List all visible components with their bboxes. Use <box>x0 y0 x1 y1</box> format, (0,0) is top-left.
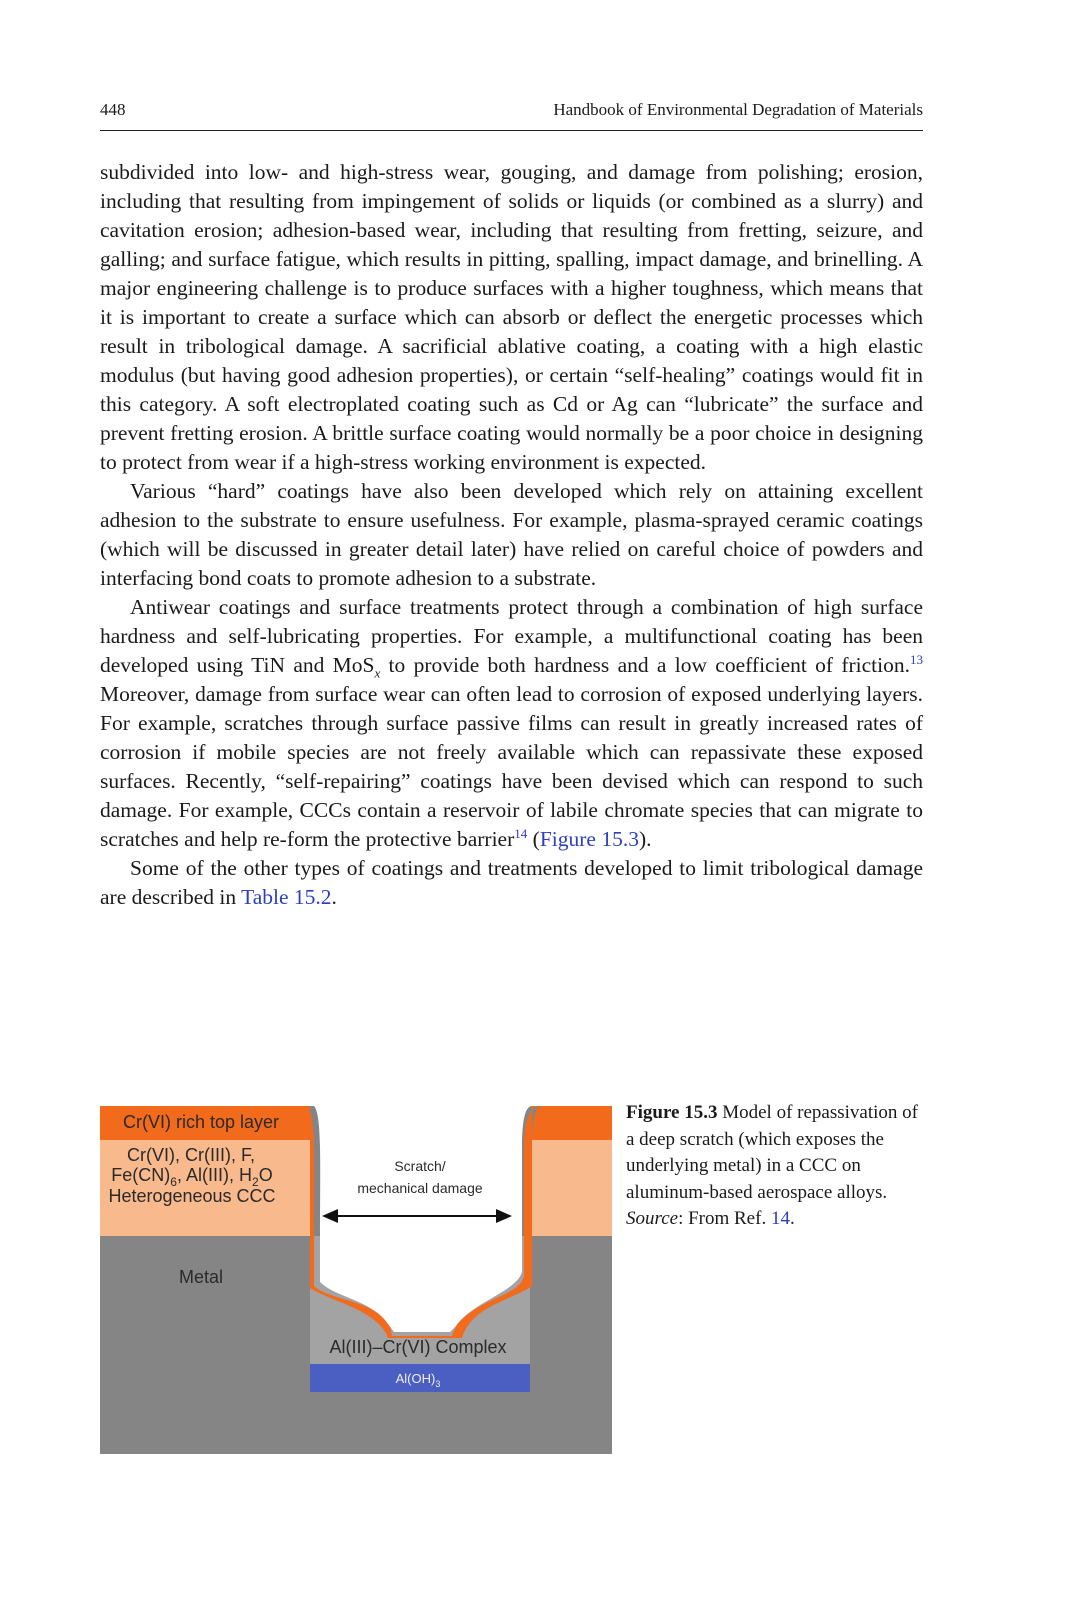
label-complex: Al(III)–Cr(VI) Complex <box>329 1337 507 1357</box>
paragraph-3-text: to provide both hardness and a low coefficient of friction. <box>380 653 910 677</box>
running-title: Handbook of Environmental Degradation of Materials <box>553 100 923 119</box>
paragraph-3-text: ). <box>638 827 652 851</box>
label-ccc-line2-a: Fe(CN) <box>111 1165 171 1185</box>
label-hydroxide-sub: 3 <box>435 1379 441 1389</box>
label-ccc-line2-b: , Al(III), H <box>176 1165 252 1185</box>
label-top-layer: Cr(VI) rich top layer <box>122 1112 280 1132</box>
paragraph-3-text: Moreover, damage from surface wear can often lead to corrosion of exposed underlying layers. For example, scratches through surface passive films can result in greatly increased rates of corrosion if mobile species are not freely available which can repassivate these exposed surfaces. Recently, “self-repairing” coatings have been devised which can respond to such damage. For example, CCCs contain a reservoir of labile chromate species that can migrate to scratches and help re-form the protective barrier <box>100 682 923 851</box>
figure-15-3-link[interactable]: Figure 15.3 <box>539 827 639 851</box>
table-15-2-link[interactable]: Table 15.2 <box>241 885 332 909</box>
caption-source-end: . <box>789 1208 795 1229</box>
body-text <box>100 158 923 912</box>
paragraph-4-text: . <box>331 885 337 909</box>
label-ccc-line3: Heterogeneous CCC <box>108 1186 276 1206</box>
paragraph-1: subdivided into low- and high-stress wear, gouging, and damage from polishing; erosion, including that resulting from impingement of solids or liquids (or combined as a slurry) and cavitation erosion; adhesion-based wear, including that resulting from fretting, seizure, and galling; and surface fatigue, which results in pitting, spalling, impact damage, and brinelling. A major engineering challenge is to produce surfaces with a higher toughness, which means that it is important to create a surface which can absorb or deflect the energetic processes which result in tribological damage. A sacrificial ablative coating, a coating with a high elastic modulus (but having good adhesion properties), or certain “self-healing” coatings would fit in this category. A soft electroplated coating such as Cd or Ag can “lubricate” the surface and prevent fretting erosion. A brittle surface coating would normally be a poor choice in designing to protect from wear if a high-stress working environment is expected. <box>100 160 923 474</box>
label-ccc-line2-sub: 6 <box>170 1175 177 1189</box>
caption-source-text: : From Ref. <box>678 1208 771 1229</box>
reference-14-link[interactable]: 14 <box>514 826 528 841</box>
label-scratch-line2: mechanical damage <box>357 1180 483 1196</box>
paragraph-3-text: ( <box>527 827 540 851</box>
page-number: 448 <box>100 100 126 119</box>
paragraph-4 <box>100 854 923 912</box>
caption-label: Figure 15.3 <box>626 1102 718 1123</box>
paragraph-2: Various “hard” coatings have also been developed which rely on attaining excellent adhesion to the substrate to ensure usefulness. For example, plasma-sprayed ceramic coatings (which will be discussed in greater detail later) have relied on careful choice of powders and interfacing bond coats to promote adhesion to a substrate. <box>100 479 923 590</box>
running-header <box>100 98 923 131</box>
label-hydroxide-main: Al(OH) <box>395 1371 436 1386</box>
scratch-diagram <box>100 1106 612 1454</box>
top-layer-right <box>532 1106 612 1140</box>
reference-13-link[interactable]: 13 <box>910 652 923 667</box>
paragraph-4-text: Some of the other types of coatings and treatments developed to limit tribological damage are described in <box>100 856 923 909</box>
figure-caption <box>626 1100 926 1233</box>
label-ccc-line1: Cr(VI), Cr(III), F, <box>127 1145 255 1165</box>
subscript-x: x <box>374 665 381 681</box>
caption-source-label: Source <box>626 1208 679 1229</box>
label-metal: Metal <box>178 1267 224 1287</box>
paragraph-3 <box>100 593 923 854</box>
label-scratch-line1: Scratch/ <box>394 1158 446 1174</box>
paragraph-3-text: Antiwear coatings and surface treatments protect through a combination of high surface hardness and self-lubricating properties. For example, a multifunctional coating has been developed using TiN and MoS <box>100 595 923 677</box>
caption-reference-14-link[interactable]: 14 <box>770 1208 790 1229</box>
label-ccc-line2-sub2: 2 <box>252 1175 259 1189</box>
label-ccc-line2-c: O <box>258 1165 273 1185</box>
figure-15-3 <box>100 1106 612 1454</box>
ccc-layer-right <box>532 1140 612 1236</box>
caption-text: Model of repassivation of a deep scratch (which exposes the underlying metal) in a CCC on aluminum-based aerospace alloys. <box>626 1102 918 1203</box>
